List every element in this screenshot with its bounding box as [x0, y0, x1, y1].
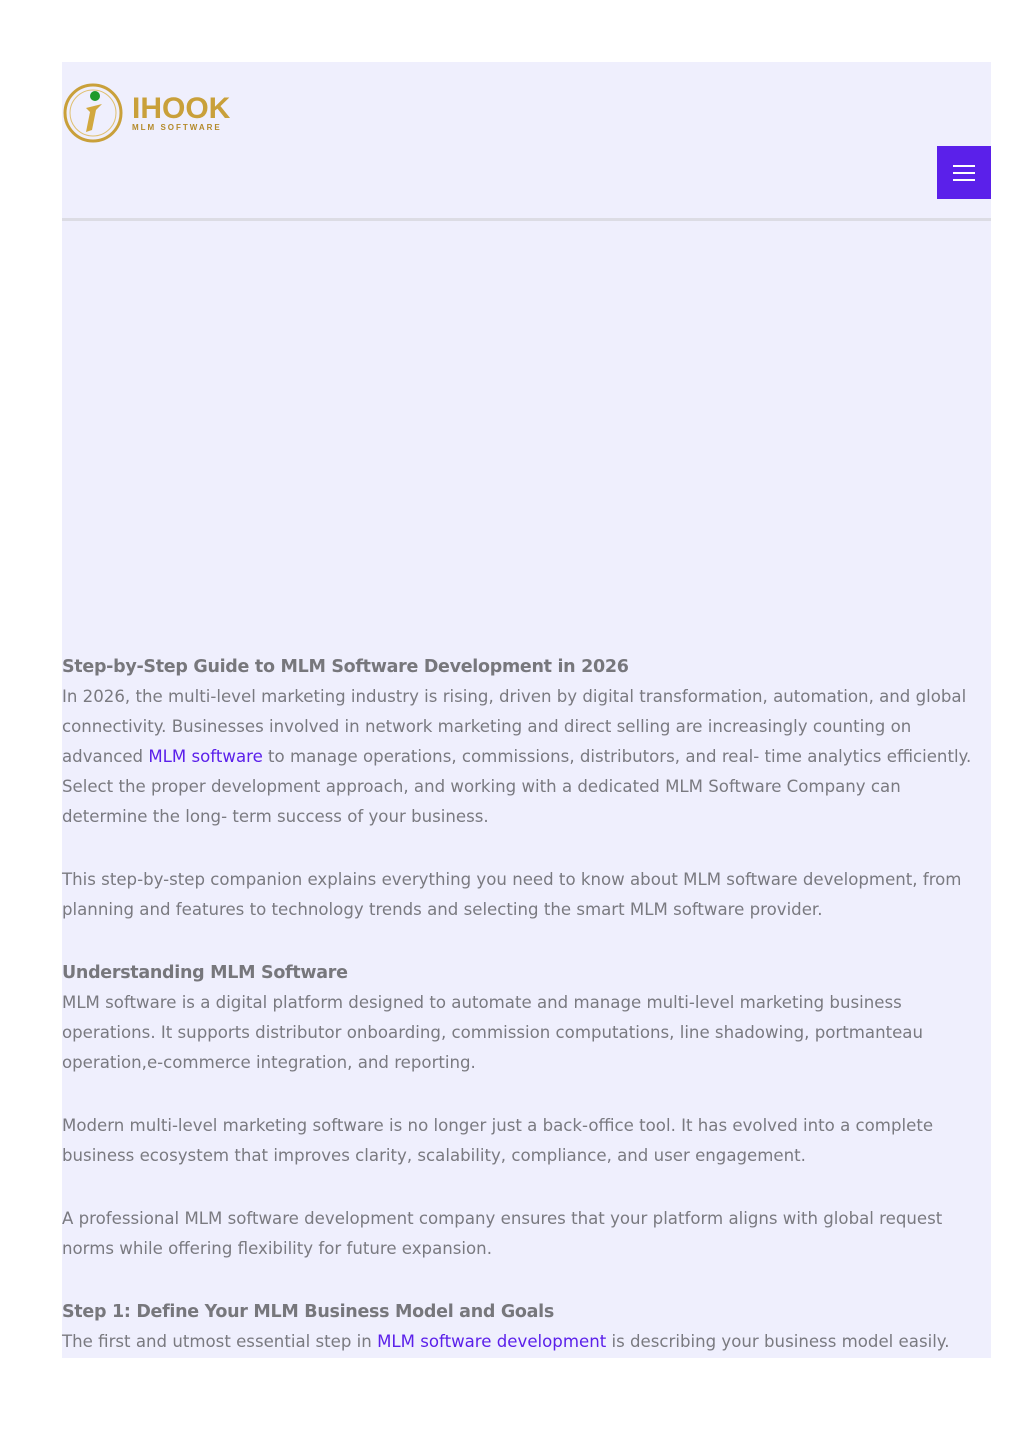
heading-step1: Step 1: Define Your MLM Business Model and Goals [62, 1302, 554, 1322]
paragraph-definition: MLM software is a digital platform designed to automate and manage multi-level marketing business operations. It supports distributor onboarding, commission computations, line shadowing, portmanteau operation,e-commerce integration, and reporting. [62, 993, 923, 1072]
paragraph-modern: Modern multi-level marketing software is no longer just a back-office tool. It has evolved into a complete business ecosystem that improves clarity, scalability, compliance, and user engagement. [62, 1116, 934, 1165]
logo-subtitle: MLM SOFTWARE [132, 123, 222, 132]
paragraph-step1 [62, 1327, 991, 1357]
menu-toggle-button[interactable] [937, 146, 991, 199]
heading-understanding: Understanding MLM Software [62, 963, 348, 983]
text: In 2026, the multi-level marketing industry is rising, driven by digital transformation, automation, and global connectivity. Businesses involved in network marketing and direct selling are increasingly counting on advanced [62, 687, 967, 766]
site-logo[interactable] [62, 82, 230, 144]
hamburger-icon [953, 165, 975, 181]
mlm-software-development-link[interactable]: MLM software development [377, 1332, 607, 1351]
mlm-software-link[interactable]: MLM software [148, 747, 263, 766]
logo-title: IHOOK [132, 92, 231, 125]
article-body [62, 652, 991, 1390]
paragraph-companion: This step-by-step companion explains everything you need to know about MLM software development, from planning and features to technology trends and selecting the smart MLM software provider. [62, 870, 962, 919]
page-container [62, 62, 991, 1358]
paragraph-intro [62, 682, 991, 832]
text: The first and utmost essential step in [62, 1332, 378, 1351]
site-header [62, 62, 991, 221]
heading-guide: Step-by-Step Guide to MLM Software Development in 2026 [62, 657, 629, 677]
logo-emblem-icon [62, 82, 124, 144]
text: is describing your business model easily. [606, 1332, 950, 1351]
paragraph-professional: A professional MLM software development company ensures that your platform aligns with global request norms while offering flexibility for future expansion. [62, 1209, 943, 1258]
text: to manage operations, commissions, distributors, and real- time analytics efficiently. Select the proper development approach, and working with a dedicated MLM Software Company can determine the long- term success of your business. [62, 747, 972, 826]
